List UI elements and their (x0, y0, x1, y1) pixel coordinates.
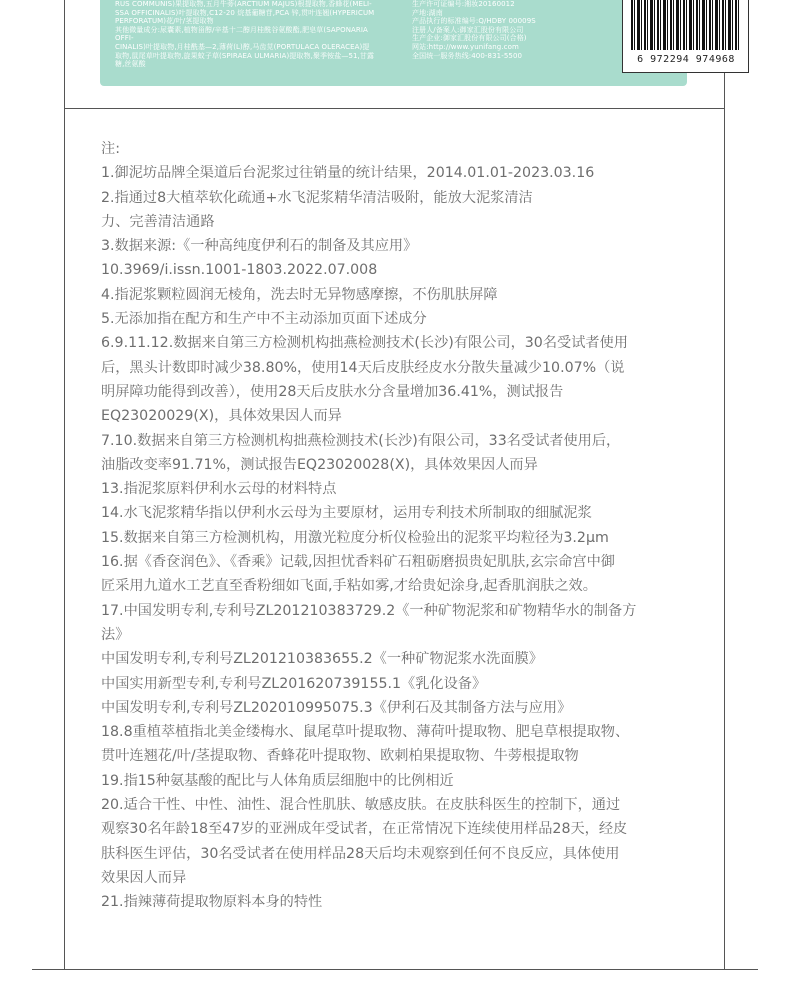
footnote-line: 13.指泥浆原料伊利水云母的材料特点 (101, 481, 337, 498)
footnotes (101, 137, 721, 915)
footnote-line: 肤科医生评估，30名受试者在使用样品28天后均未观察到任何不良反应，具体使用 (101, 845, 620, 862)
footnote-line: 观察30名年龄18至47岁的亚洲成年受试者，在正常情况下连续使用样品28天，经皮 (101, 821, 628, 838)
footnote-line: 18.8重植萃植指北美金缕梅水、鼠尾草叶提取物、薄荷叶提取物、肥皂草根提取物、 (101, 724, 630, 741)
footnote-line: 2.指通过8大植萃软化疏通+水飞泥浆精华清洁吸附，能放大泥浆清洁 (101, 189, 533, 206)
bottom-divider (32, 969, 758, 970)
footnote-line: 中国实用新型专利,专利号ZL201620739155.1《乳化设备》 (101, 675, 487, 692)
footnote-line: 匠采用九道水工艺直至香粉细如飞面,手粘如雾,才给贵妃涂身,起香肌润肤之效。 (101, 578, 597, 595)
footnote-line: 21.指辣薄荷提取物原料本身的特性 (101, 894, 323, 911)
footnote-line: 油脂改变率91.71%，测试报告EQ23020028(X)，具体效果因人而异 (101, 456, 538, 473)
footnote-line: 15.数据来自第三方检测机构，用激光粒度分析仪检验出的泥浆平均粒径为3.2μm (101, 529, 609, 546)
manufacturer-info-text: 生产许可证编号:湘妆20160012 产地:湖南 产品执行的标准编号:Q/HDBY 00009S 注册人/备案人:御家汇股份有限公司 生产企业:御家汇股份有限公司(合格) 网站:http://www.yunifang.com 全国统一服务热线:400-831-5500 (412, 0, 536, 60)
ingredients-text: RUS COMMUNIS)果提取物,五月牛蒡(ARCTIUM MAJUS)根提取物,香蜂花(MELI- SSA OFFICINALIS)叶提取物,C12-20 烷基葡糖苷,PCA 锌,贯叶连翘(HYPERICUM PERFORATUM)花/叶/茎提取物 其他微量成分:尿囊素,植物甾醇/辛基十二醇月桂酰谷氨酸酯,肥皂草(SAPONARIA OFFI- CINALIS)叶提取物,月桂酰基—2,薄荷(L)醇,马齿苋(PORTULACA OLERACEA)提 取物,鼠尾草叶提取物,旋果蚊子草(SPIRAEA ULMARIA)提取物,聚季铵盐—51,甘露糖,丝氨酸 (115, 0, 375, 69)
footnote-line: 17.中国发明专利,专利号ZL201210383729.2《一种矿物泥浆和矿物精华水的制备方 (101, 602, 637, 619)
footnote-line: EQ23020029(X)，具体效果因人而异 (101, 408, 342, 425)
product-package-label (100, 0, 735, 86)
footnote-line: 中国发明专利,专利号ZL201210383655.2《一种矿物泥浆水洗面膜》 (101, 651, 543, 668)
footnote-line: 中国发明专利,专利号ZL202010995075.3《伊利石及其制备方法与应用》 (101, 699, 572, 716)
footnote-line: 3.数据来源:《一种高纯度伊利石的制备及其应用》 (101, 238, 418, 255)
footnote-line: 7.10.数据来自第三方检测机构拙燕检测技术(长沙)有限公司，33名受试者使用后， (101, 432, 621, 449)
footnote-line: 10.3969/i.issn.1001-1803.2022.07.008 (101, 262, 378, 279)
section-divider (64, 108, 725, 109)
footnote-line: 6.9.11.12.数据来自第三方检测机构拙燕检测技术(长沙)有限公司，30名受试者使用 (101, 335, 628, 352)
footnote-line: 20.适合干性、中性、油性、混合性肌肤、敏感皮肤。在皮肤科医生的控制下，通过 (101, 797, 621, 814)
footnote-line: 法》 (101, 626, 130, 643)
footnote-line: 1.御泥坊品牌全渠道后台泥浆过往销量的统计结果，2014.01.01-2023.03.16 (101, 165, 595, 182)
footnote-line: 注: (101, 141, 120, 157)
barcode-bars-icon (631, 0, 741, 50)
footnote-line: 19.指15种氨基酸的配比与人体角质层细胞中的比例相近 (101, 772, 454, 789)
footnote-line: 4.指泥浆颗粒圆润无棱角，洗去时无异物感摩擦，不伤肌肤屏障 (101, 286, 498, 303)
footnote-line: 效果因人而异 (101, 869, 187, 886)
footnote-line: 后，黑头计数即时减少38.80%，使用14天后皮肤经皮水分散失量减少10.07%（说 (101, 359, 625, 376)
footnote-line: 明屏障功能得到改善），使用28天后皮肤水分含量增加36.41%，测试报告 (101, 383, 564, 400)
footnote-line: 贯叶连翘花/叶/茎提取物、香蜂花叶提取物、欧刺柏果提取物、牛蒡根提取物 (101, 748, 579, 765)
footnote-line: 力、完善清洁通路 (101, 213, 215, 230)
footnote-line: 5.无添加指在配方和生产中不主动添加页面下述成分 (101, 311, 427, 328)
barcode (622, 0, 749, 73)
frame-right-border (724, 0, 725, 970)
footnote-line: 16.据《香奁润色》、《香乘》记载,因担忧香料矿石粗砺磨损贵妃肌肤,玄宗命宫中御 (101, 554, 615, 571)
footnote-line: 14.水飞泥浆精华指以伊利水云母为主要原材，运用专利技术所制取的细腻泥浆 (101, 505, 592, 522)
frame-left-border (64, 0, 65, 970)
barcode-number: 6 972294 974968 (637, 54, 735, 65)
